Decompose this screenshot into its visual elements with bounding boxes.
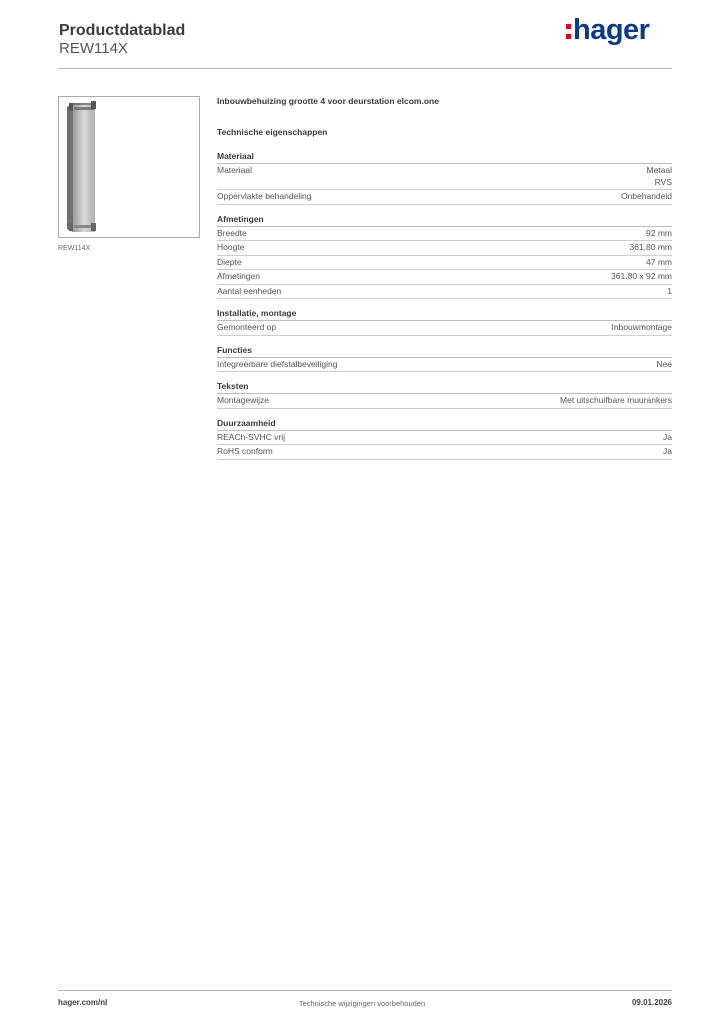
spec-row	[217, 394, 672, 409]
spec-content	[217, 96, 672, 469]
footer-disclaimer: Technische wijzigingen voorbehouden	[298, 999, 426, 1008]
spec-label: Aantal eenheden	[217, 285, 282, 296]
spec-value-line: Inbouwmontage	[611, 322, 672, 332]
image-caption: REW114X	[58, 245, 91, 252]
spec-section	[217, 418, 672, 460]
spec-value-line: 361.80 x 92 mm	[611, 271, 672, 281]
hager-logo[interactable]	[566, 14, 649, 47]
section-title: Duurzaamheid	[217, 418, 672, 431]
spec-row	[217, 445, 672, 460]
spec-row	[217, 285, 672, 300]
spec-label: Breedte	[217, 227, 247, 238]
spec-value	[663, 432, 672, 444]
spec-label: Gemonteerd op	[217, 322, 277, 332]
spec-value-line: Ja	[663, 446, 672, 456]
product-image-frame	[58, 96, 200, 238]
spec-value	[621, 191, 672, 203]
spec-value	[656, 359, 672, 371]
spec-value	[612, 322, 673, 334]
spec-section	[217, 345, 672, 373]
logo-dots-icon	[566, 21, 571, 41]
section-title: Afmetingen	[217, 214, 672, 227]
spec-label: Materiaal	[217, 165, 252, 175]
footer-divider	[58, 990, 672, 991]
spec-value-line: Met uitschuifbare muurankers	[560, 395, 672, 405]
spec-value	[646, 228, 672, 240]
page-title: Productdatablad	[59, 22, 186, 39]
spec-value-line: Onbehandeld	[620, 191, 672, 201]
spec-value-line: Metaal	[646, 165, 672, 175]
spec-label: Afmetingen	[217, 271, 260, 281]
product-description: Inbouwbehuizing grootte 4 voor deurstation elcom.one	[217, 96, 439, 106]
spec-value-line: 361,80 mm	[629, 242, 672, 252]
spec-label: Diepte	[217, 256, 242, 267]
spec-value-line: 47 mm	[646, 256, 672, 267]
spec-value-line: RVS	[654, 176, 672, 187]
spec-value	[629, 242, 672, 254]
spec-value-line: Ja	[663, 431, 672, 442]
footer-date: 09.01.2026	[631, 998, 672, 1007]
spec-value	[646, 257, 672, 269]
technical-properties-title: Technische eigenschappen	[217, 127, 328, 137]
spec-section	[217, 151, 672, 205]
spec-section	[217, 214, 672, 300]
spec-label: Integreerbare diefstalbeveiliging	[217, 358, 338, 369]
logo-text: hager	[573, 14, 650, 46]
spec-label: Hoogte	[217, 242, 245, 252]
section-title: Materiaal	[217, 151, 672, 164]
spec-label: REACh-SVHC vrij	[217, 431, 286, 442]
spec-row	[217, 321, 672, 336]
spec-section	[217, 381, 672, 409]
spec-value-line: 92 mm	[646, 227, 672, 238]
spec-label: RoHS conform	[217, 446, 273, 456]
spec-row	[217, 227, 672, 242]
spec-row	[217, 270, 672, 285]
header-divider	[58, 68, 672, 69]
spec-label: Montagewijze	[217, 395, 269, 405]
spec-value	[560, 395, 672, 407]
footer-website[interactable]: hager.com/nl	[58, 998, 108, 1007]
product-housing-photo	[65, 101, 99, 233]
spec-row	[217, 431, 672, 446]
section-title: Functies	[217, 345, 672, 358]
spec-row	[217, 358, 672, 373]
spec-row	[217, 190, 672, 205]
spec-label: Oppervlakte behandeling	[217, 191, 312, 201]
section-title: Installatie, montage	[217, 308, 672, 321]
spec-sections	[217, 151, 672, 460]
spec-section	[217, 308, 672, 336]
spec-value	[667, 286, 672, 298]
spec-row	[217, 164, 672, 190]
product-code: REW114X	[59, 40, 128, 57]
spec-value	[646, 165, 672, 188]
spec-row	[217, 241, 672, 256]
spec-value-line: 1	[667, 285, 672, 296]
section-title: Teksten	[217, 381, 672, 394]
spec-row	[217, 256, 672, 271]
spec-value-line: Nee	[656, 358, 672, 369]
spec-value	[611, 271, 672, 283]
spec-value	[663, 446, 672, 458]
